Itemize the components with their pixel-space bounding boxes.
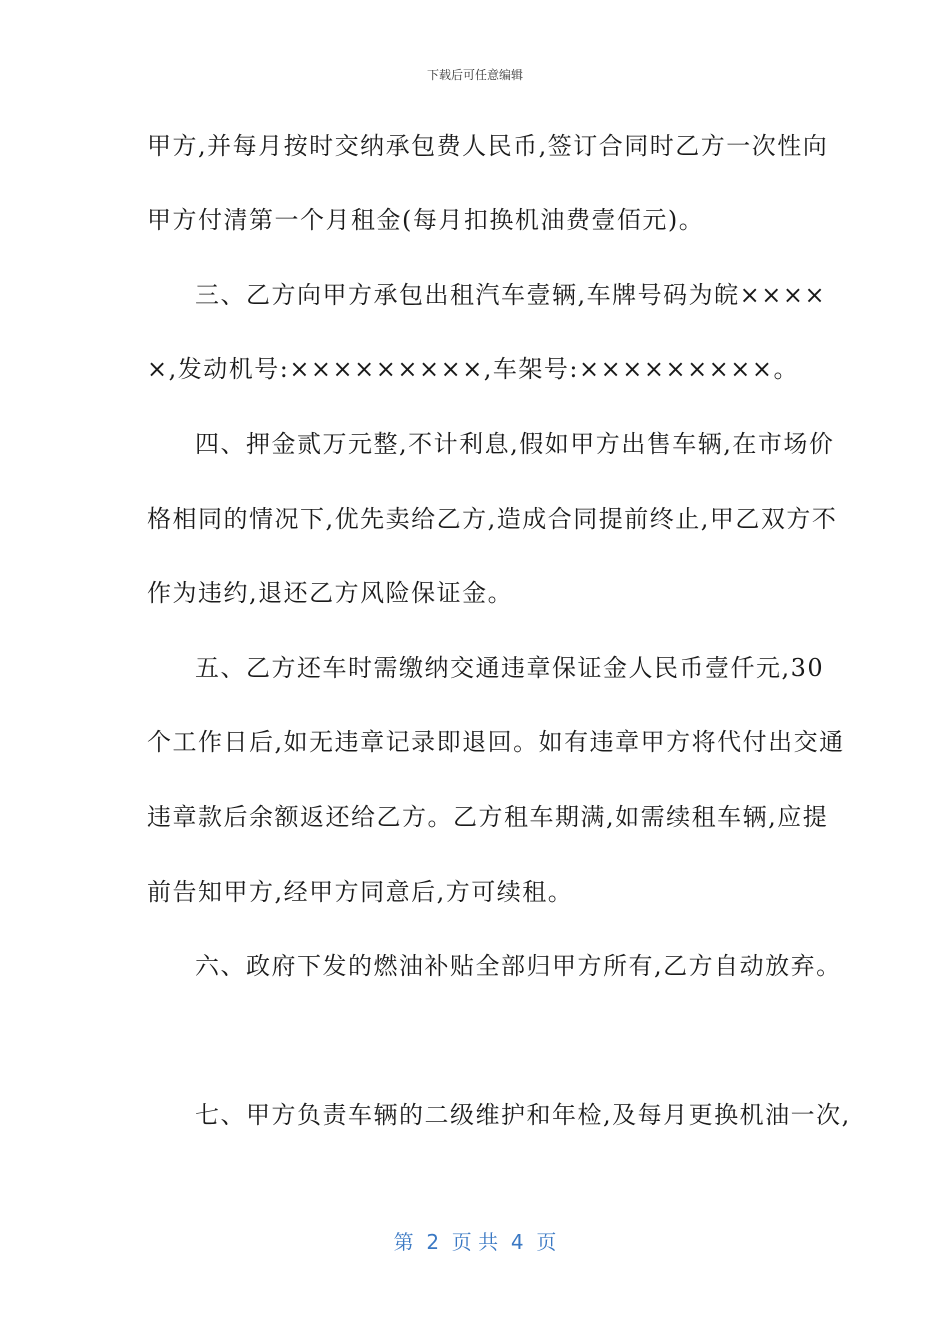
body-line: 甲方付清第一个月租金(每月扣换机油费壹佰元)。 <box>147 206 705 234</box>
body-line: 格相同的情况下,优先卖给乙方,造成合同提前终止,甲乙双方不 <box>147 505 838 533</box>
page-header: 下载后可任意编辑 <box>426 68 523 82</box>
body-line: 违章款后余额返还给乙方。乙方租车期满,如需续租车辆,应提 <box>147 803 829 831</box>
clause-4-line: 四、押金贰万元整,不计利息,假如甲方出售车辆,在市场价 <box>195 430 835 458</box>
body-line: 甲方,并每月按时交纳承包费人民币,签订合同时乙方一次性向 <box>147 132 829 160</box>
clause-5-line: 五、乙方还车时需缴纳交通违章保证金人民币壹仟元,30 <box>195 654 825 682</box>
page-number: 第 2 页 共 4 页 <box>393 1230 557 1254</box>
clause-7-line: 七、甲方负责车辆的二级维护和年检,及每月更换机油一次, <box>195 1101 851 1129</box>
body-line: 个工作日后,如无违章记录即退回。如有违章甲方将代付出交通 <box>147 728 845 756</box>
clause-3-line: 三、乙方向甲方承包出租汽车壹辆,车牌号码为皖×××× <box>195 281 827 309</box>
body-line: 作为违约,退还乙方风险保证金。 <box>147 579 514 607</box>
body-line: 前告知甲方,经甲方同意后,方可续租。 <box>147 878 574 906</box>
body-line: ×,发动机号:×××××××××,车架号:×××××××××。 <box>147 355 800 383</box>
clause-6-line: 六、政府下发的燃油补贴全部归甲方所有,乙方自动放弃。 <box>195 952 842 980</box>
